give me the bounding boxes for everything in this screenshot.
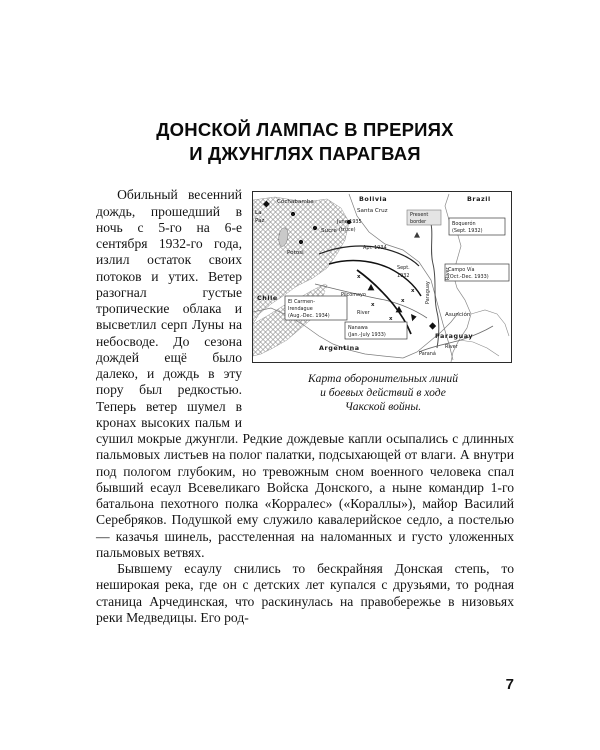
body-paragraph-1: Обильный весенний дождь, прошедший в ночь с 5-го на 6-е сентября 1932-го года, излил остаток своих потоков и утих. Ветер разогнал густые тропические облака и высветлил серп Луны на небосводе. До сезона дождей ещё было далеко, и дождь в эту пору был редкостью. Теперь ветер шумел в кронах высоких пальм и сушил мокрые джунгли. Редкие дождевые капли осыпались с длинных пальмовых листьев на полог палатки, подсыхающей от влаги. А внутри под пологом глубоким, но тревожным сном военного человека спал бывший есаул Всевеликаго Войска Донского, а ныне командир 1-го батальона пехотного полка «Корралес» («Кораллы»), майор Василий Серебряков. Подушкой ему служило кавалерийское седло, а постелью — казачья шинель, расстеленная на наломанных и густо уложенных пальмовых ветвях. bbox=[96, 187, 514, 560]
page-number: 7 bbox=[505, 676, 514, 693]
figure-caption-line-2: и боевых действий в ходе bbox=[320, 386, 446, 400]
map-river-paraguay: Paraguay bbox=[425, 281, 431, 305]
figure-caption-line-3: Чакской войны. bbox=[344, 400, 422, 414]
map-country-brazil: Brazil bbox=[467, 195, 491, 204]
map-city-asuncion: Asunción bbox=[445, 312, 471, 319]
body-paragraph-2: Бывшему есаулу снились то бескрайняя Донская степь, то неширокая река, где он с детских лет купался с друзьями, то родная станица Арчединская, что раскинулась на правобережье в низовьях реки Медведицы. Его род- bbox=[96, 561, 514, 625]
map-note-sept1932-1: Sept. bbox=[397, 265, 410, 272]
page-title-line-1: ДОНСКОЙ ЛАМПАС В ПРЕРИЯХ bbox=[156, 119, 454, 140]
map-river-parana: Paraná bbox=[419, 351, 436, 358]
map-x-marker: x bbox=[401, 298, 405, 305]
map-x-marker: x bbox=[371, 302, 375, 309]
figure-caption-line-1: Карта оборонительных линий bbox=[307, 372, 459, 386]
map-x-marker: x bbox=[357, 274, 361, 281]
map-city-lapaz-2: Paz bbox=[255, 218, 265, 225]
map-battle-elcarmen-date: (Aug.-Dec. 1934) bbox=[288, 313, 330, 320]
map-figure bbox=[252, 191, 514, 414]
map-svg bbox=[253, 192, 511, 362]
map-river-pilcomayo: Pilcomayo bbox=[341, 292, 366, 299]
map-river-label: River bbox=[357, 310, 370, 317]
map-country-paraguay: Paraguay bbox=[435, 332, 474, 341]
map-note-present-border-1: Present bbox=[410, 212, 429, 219]
map-x-marker: x bbox=[389, 316, 393, 323]
map-battle-campovia-name: Campo Vía bbox=[448, 267, 475, 274]
map-note-apr1934: Apr. 1934 bbox=[363, 245, 387, 252]
page-title bbox=[96, 118, 514, 165]
map-city-cochabamba: Cochabamba bbox=[277, 199, 314, 206]
map-city-lapaz-1: La bbox=[255, 210, 262, 217]
map-country-bolivia: Bolivia bbox=[359, 195, 388, 204]
map-city-sucre: Sucre bbox=[321, 228, 337, 235]
map-note-truce-2: (truce) bbox=[339, 227, 356, 234]
map-note-sept1932-2: 1932 bbox=[397, 273, 410, 280]
map-river-label-vert: River bbox=[445, 267, 451, 281]
map-city-santacruz: Santa Cruz bbox=[357, 208, 388, 215]
map-country-argentina: Argentina bbox=[319, 344, 360, 353]
map-note-truce-1: June 1935 bbox=[337, 219, 362, 226]
map-battle-nanawa-name: Nanawa bbox=[348, 325, 368, 332]
map-battle-nanawa-date: (Jan.-July 1933) bbox=[348, 332, 386, 339]
page-title-line-2: И ДЖУНГЛЯХ ПАРАГВАЯ bbox=[189, 142, 421, 164]
map-battle-campovia-date: (Oct.-Dec. 1933) bbox=[448, 274, 489, 281]
map-x-marker: x bbox=[411, 288, 415, 295]
map-city-potosi: Potosi bbox=[287, 250, 304, 257]
map-battle-elcarmen-name2: Irendague bbox=[288, 306, 313, 313]
map-river-label-2: River bbox=[445, 344, 458, 351]
page-content bbox=[96, 118, 514, 626]
map-battle-boqueron-name: Boquerón bbox=[452, 221, 476, 228]
map-country-chile: Chile bbox=[257, 294, 278, 303]
map-image bbox=[252, 191, 512, 363]
map-battle-elcarmen-name: El Carmen- bbox=[288, 299, 315, 306]
body-text-block bbox=[96, 187, 514, 626]
map-note-present-border-2: border bbox=[410, 219, 427, 226]
figure-caption bbox=[252, 372, 514, 414]
map-battle-boqueron-date: (Sept. 1932) bbox=[452, 228, 483, 235]
